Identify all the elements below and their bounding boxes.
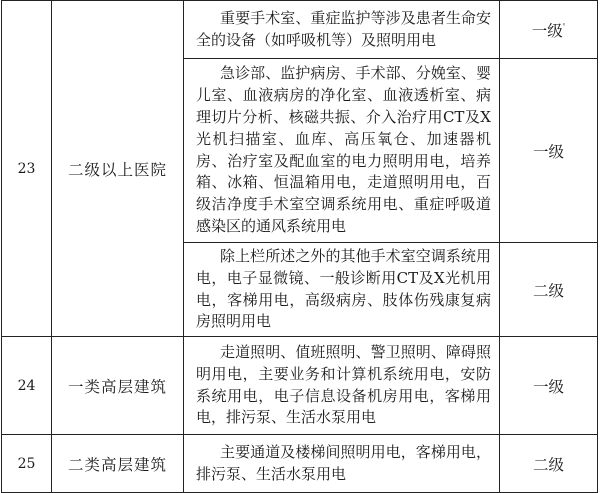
load-level: 二级 <box>500 243 598 337</box>
load-description: 走道照明、值班照明、警卫照明、障碍照明用电，主要业务和计算机系统用电，安防系统用电，电子信息设备机房用电，客梯用电，排污泵、生活水泵用电 <box>184 337 500 435</box>
load-description: 除上栏所述之外的其他手术室空调系统用电，电子显微镜、一般诊断用CT及X光机用电，客梯用电，高级病房、肢体伤残康复病房照明用电 <box>184 243 500 337</box>
table-row <box>2 1 598 59</box>
load-description: 急诊部、监护病房、手术部、分娩室、婴儿室、血液病房的净化室、血液透析室、病理切片分析、核磁共振、介入治疗用CT及X光机扫描室、血库、高压氧仓、加速器机房、治疗室及配血室的电力照明用电，培养箱、冰箱、恒温箱用电，走道照明用电，百级洁净度手术室空调系统用电、重症呼吸道感染区的通风系统用电 <box>184 59 500 243</box>
load-level: 二级 <box>500 435 598 493</box>
row-number: 23 <box>2 1 52 337</box>
table-row <box>2 337 598 435</box>
level-mark: ' <box>562 22 566 33</box>
building-type: 一类高层建筑 <box>52 337 184 435</box>
table-row <box>2 435 598 493</box>
row-number: 25 <box>2 435 52 493</box>
load-level: 一级' <box>500 1 598 59</box>
load-description: 主要通道及楼梯间照明用电，客梯用电，排污泵、生活水泵用电 <box>184 435 500 493</box>
row-number: 24 <box>2 337 52 435</box>
load-level: 一级 <box>500 59 598 243</box>
load-description: 重要手术室、重症监护等涉及患者生命安全的设备（如呼吸机等）及照明用电 <box>184 1 500 59</box>
building-type: 二类高层建筑 <box>52 435 184 493</box>
power-load-level-table <box>1 0 598 493</box>
load-level: 一级 <box>500 337 598 435</box>
building-type: 二级以上医院 <box>52 1 184 337</box>
